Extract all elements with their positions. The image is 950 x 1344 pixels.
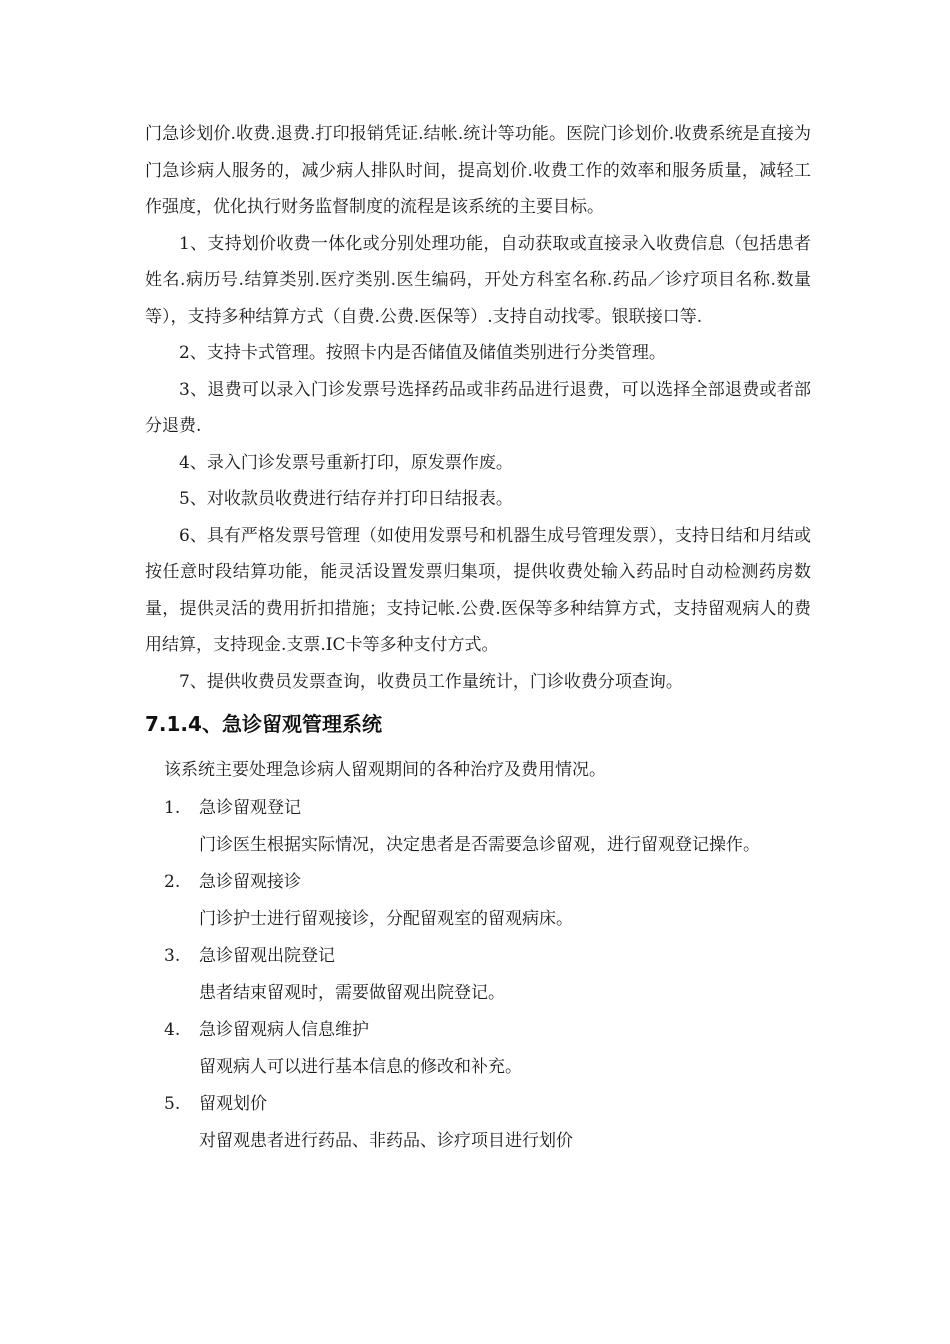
list-item-number: 3. bbox=[164, 946, 181, 966]
list-item-number: 4. bbox=[164, 1020, 181, 1040]
list-item bbox=[145, 1086, 811, 1160]
list-item bbox=[145, 790, 811, 864]
feature-paragraph-2: 2、支持卡式管理。按照卡内是否储值及储值类别进行分类管理。 bbox=[179, 343, 666, 363]
list-item bbox=[145, 938, 811, 1012]
feature-paragraph-6: 6、具有严格发票号管理（如使用发票号和机器生成号管理发票），支持日结和月结或按任意时段结算功能，能灵活设置发票归集项，提供收费处输入药品时自动检测药房数量，提供灵活的费用折扣措施；支持记帐.公费.医保等多种结算方式，支持留观病人的费用结算，支持现金.支票.IC卡等多种支付方式。 bbox=[145, 525, 811, 655]
section-title: 、急诊留观管理系统 bbox=[201, 712, 382, 736]
list-item-number: 1. bbox=[164, 798, 181, 818]
list-item-description: 患者结束留观时，需要做留观出院登记。 bbox=[199, 983, 505, 1003]
feature-paragraph-4: 4、录入门诊发票号重新打印，原发票作废。 bbox=[179, 452, 513, 473]
feature-paragraph-5: 5、对收款员收费进行结存并打印日结报表。 bbox=[179, 489, 513, 509]
feature-paragraph-1: 1、支持划价收费一体化或分别处理功能，自动获取或直接录入收费信息（包括患者姓名.病历号.结算类别.医疗类别.医生编码，开处方科室名称.药品／诊疗项目名称.数量等），支持多种结算方式（自费.公费.医保等）.支持自动找零。银联接口等. bbox=[145, 233, 811, 327]
list-item bbox=[145, 1012, 811, 1086]
list-item-number: 5. bbox=[164, 1094, 181, 1114]
intro-paragraph: 门急诊划价.收费.退费.打印报销凭证.结帐.统计等功能。医院门诊划价.收费系统是直接为门急诊病人服务的，减少病人排队时间，提高划价.收费工作的效率和服务质量，减轻工作强度，优化执行财务监督制度的流程是该系统的主要目标。 bbox=[145, 124, 811, 217]
list-item-title: 急诊留观登记 bbox=[199, 798, 301, 818]
list-item-title: 急诊留观出院登记 bbox=[199, 946, 335, 966]
list-item-title: 留观划价 bbox=[199, 1094, 267, 1114]
list-item-title: 急诊留观接诊 bbox=[199, 872, 301, 892]
section-number: 7.1.4 bbox=[145, 712, 202, 736]
section-heading bbox=[145, 704, 811, 744]
list-item-description: 门诊医生根据实际情况，决定患者是否需要急诊留观，进行留观登记操作。 bbox=[199, 835, 760, 855]
section-intro: 该系统主要处理急诊病人留观期间的各种治疗及费用情况。 bbox=[164, 760, 606, 780]
list-item-description: 门诊护士进行留观接诊，分配留观室的留观病床。 bbox=[199, 909, 573, 929]
list-item-title: 急诊留观病人信息维护 bbox=[199, 1020, 369, 1040]
feature-paragraph-7: 7、提供收费员发票查询，收费员工作量统计，门诊收费分项查询。 bbox=[179, 671, 683, 692]
list-item-number: 2. bbox=[164, 872, 181, 892]
document-content bbox=[145, 116, 811, 1160]
list-item bbox=[145, 864, 811, 938]
list-item-description: 对留观患者进行药品、非药品、诊疗项目进行划价 bbox=[199, 1131, 573, 1151]
list-item-description: 留观病人可以进行基本信息的修改和补充。 bbox=[199, 1057, 522, 1077]
feature-paragraph-3: 3、退费可以录入门诊发票号选择药品或非药品进行退费，可以选择全部退费或者部分退费. bbox=[145, 379, 811, 436]
